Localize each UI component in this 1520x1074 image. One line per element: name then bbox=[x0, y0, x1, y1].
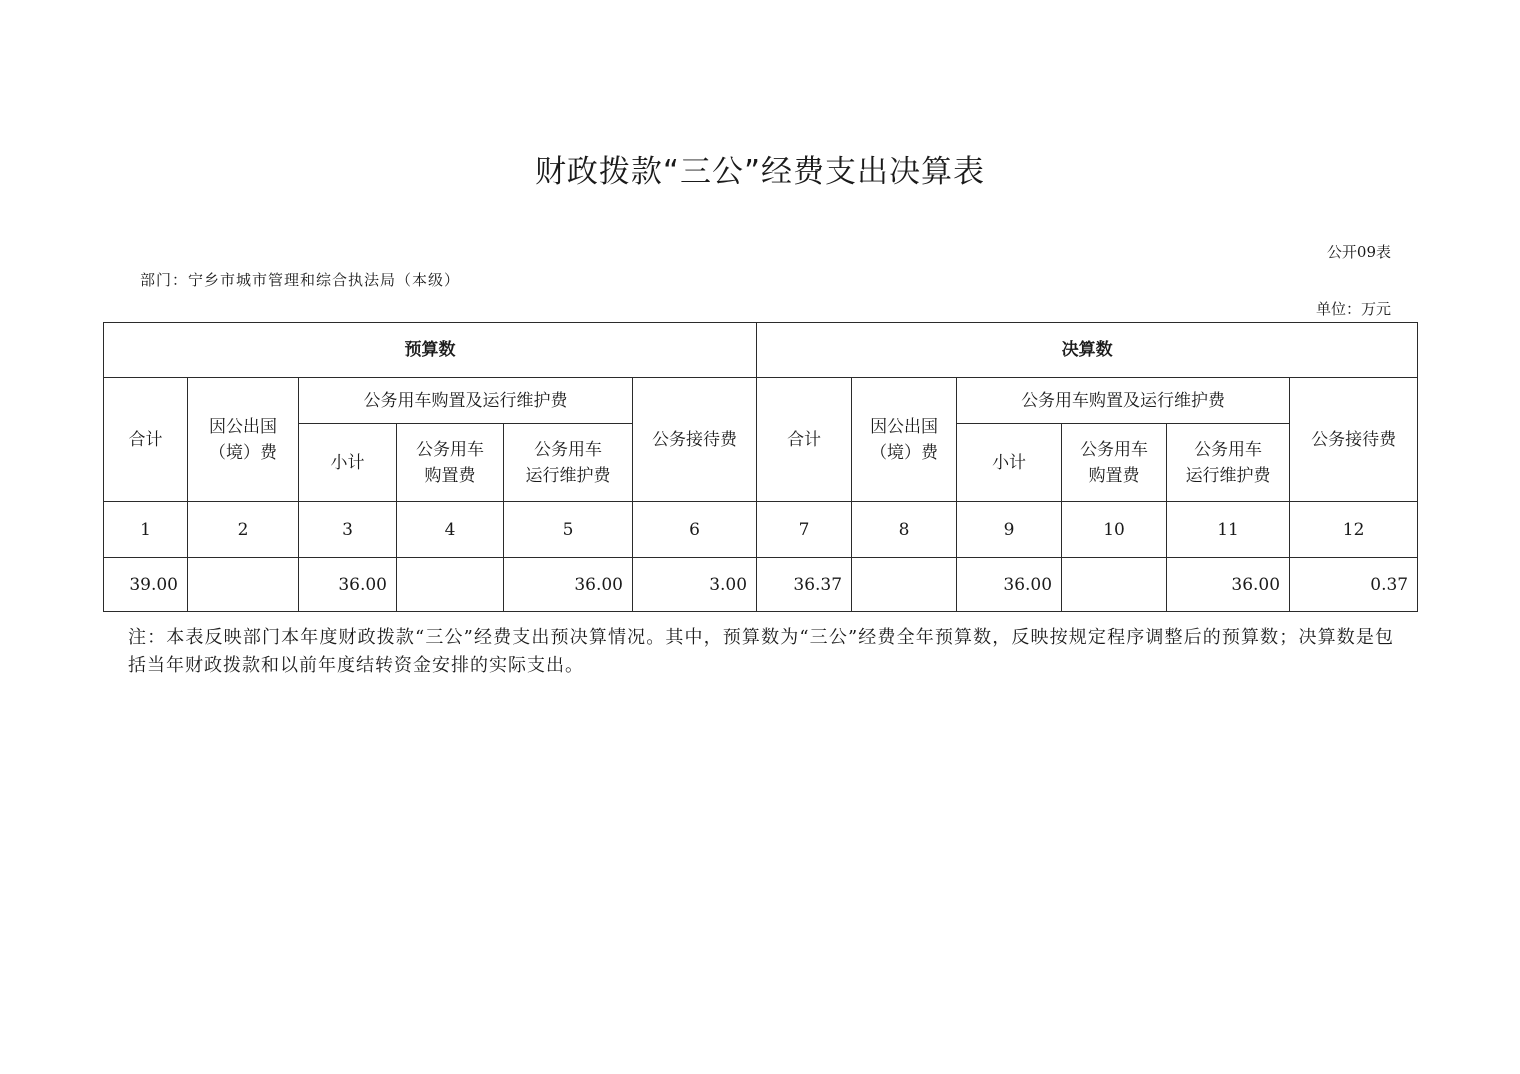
final-abroad-value bbox=[852, 558, 957, 612]
final-header: 决算数 bbox=[757, 323, 1418, 378]
budget-total-header: 合计 bbox=[104, 378, 188, 502]
final-total-header: 合计 bbox=[757, 378, 852, 502]
expenditure-table bbox=[103, 322, 1418, 612]
budget-reception-value: 3.00 bbox=[633, 558, 757, 612]
final-total-value: 36.37 bbox=[757, 558, 852, 612]
column-number: 2 bbox=[188, 502, 299, 558]
budget-abroad-header: 因公出国 （境）费 bbox=[188, 378, 299, 502]
column-number: 3 bbox=[299, 502, 397, 558]
page-title: 财政拨款“三公”经费支出决算表 bbox=[534, 154, 986, 190]
budget-subtotal-value: 36.00 bbox=[299, 558, 397, 612]
column-number: 9 bbox=[957, 502, 1062, 558]
budget-header: 预算数 bbox=[104, 323, 757, 378]
column-number: 11 bbox=[1167, 502, 1290, 558]
budget-purchase-header: 公务用车 购置费 bbox=[397, 424, 504, 502]
final-operation-header: 公务用车 运行维护费 bbox=[1167, 424, 1290, 502]
final-subtotal-value: 36.00 bbox=[957, 558, 1062, 612]
budget-abroad-value bbox=[188, 558, 299, 612]
footnote: 注：本表反映部门本年度财政拨款“三公”经费支出预决算情况。其中，预算数为“三公”经费全年预算数，反映按规定程序调整后的预算数；决算数是包括当年财政拨款和以前年度结转资金安排的实际支出。 bbox=[128, 627, 1394, 676]
column-number: 5 bbox=[504, 502, 633, 558]
budget-vehicle-group-header: 公务用车购置及运行维护费 bbox=[299, 378, 633, 424]
department-label: 部门：宁乡市城市管理和综合执法局（本级） bbox=[140, 271, 461, 289]
table-header-row bbox=[104, 378, 1418, 424]
budget-subtotal-header: 小计 bbox=[299, 424, 397, 502]
final-reception-header: 公务接待费 bbox=[1290, 378, 1418, 502]
column-number-row bbox=[104, 502, 1418, 558]
budget-total-value: 39.00 bbox=[104, 558, 188, 612]
final-vehicle-group-header: 公务用车购置及运行维护费 bbox=[957, 378, 1290, 424]
table-header-row bbox=[104, 323, 1418, 378]
column-number: 12 bbox=[1290, 502, 1418, 558]
budget-purchase-value bbox=[397, 558, 504, 612]
table-row bbox=[104, 558, 1418, 612]
final-abroad-header: 因公出国 （境）费 bbox=[852, 378, 957, 502]
final-subtotal-header: 小计 bbox=[957, 424, 1062, 502]
column-number: 8 bbox=[852, 502, 957, 558]
column-number: 4 bbox=[397, 502, 504, 558]
budget-operation-header: 公务用车 运行维护费 bbox=[504, 424, 633, 502]
final-reception-value: 0.37 bbox=[1290, 558, 1418, 612]
final-purchase-header: 公务用车 购置费 bbox=[1062, 424, 1167, 502]
column-number: 7 bbox=[757, 502, 852, 558]
budget-reception-header: 公务接待费 bbox=[633, 378, 757, 502]
budget-operation-value: 36.00 bbox=[504, 558, 633, 612]
final-purchase-value bbox=[1062, 558, 1167, 612]
column-number: 6 bbox=[633, 502, 757, 558]
unit-label: 单位：万元 bbox=[1315, 300, 1391, 318]
form-number: 公开09表 bbox=[1326, 243, 1391, 261]
column-number: 1 bbox=[104, 502, 188, 558]
column-number: 10 bbox=[1062, 502, 1167, 558]
final-operation-value: 36.00 bbox=[1167, 558, 1290, 612]
